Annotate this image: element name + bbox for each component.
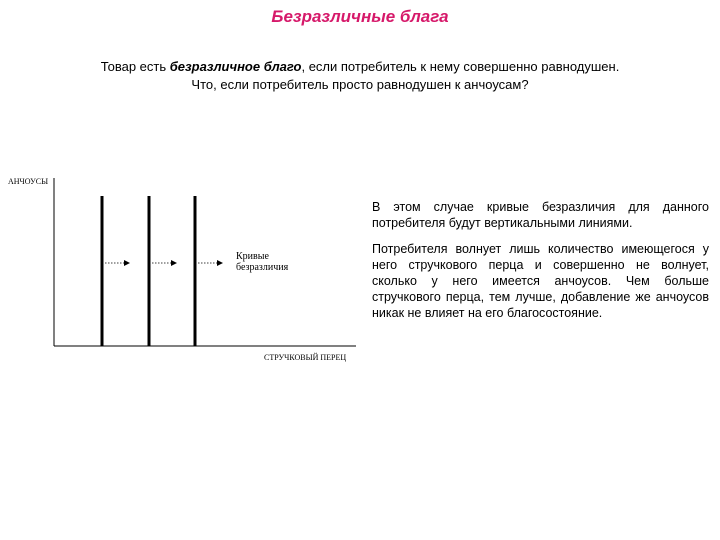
intro-suffix: , если потребитель к нему совершенно равнодушен. — [301, 59, 620, 74]
explanation-paragraph-1: В этом случае кривые безразличия для данного потребителя будут вертикальными линиями. — [372, 200, 709, 230]
indifference-diagram — [0, 170, 360, 370]
intro-prefix: Товар есть — [100, 59, 170, 74]
intro-line-1 — [40, 58, 680, 76]
curve-label-line-1: Кривые — [236, 251, 269, 262]
intro-line-2: Что, если потребитель просто равнодушен к анчоусам? — [191, 77, 529, 92]
intro-bold-term: безразличное благо — [169, 59, 302, 74]
curve-label-line-2: безразличия — [236, 262, 289, 273]
slide-title: Безразличные блага — [271, 7, 449, 26]
x-axis-label: СТРУЧКОВЫЙ ПЕРЕЦ — [264, 353, 347, 362]
y-axis-label: АНЧОУСЫ — [8, 177, 49, 186]
intro-text — [40, 58, 680, 94]
explanation-paragraph-2: Потребителя волнует лишь количество имеющегося у него стручкового перца и совершенно не волнует, сколько у него имеется анчоусов. Чем больше стручкового перца, тем лучше, добавление же анчоусов никак не влияет на его благосостояние. — [372, 242, 709, 320]
